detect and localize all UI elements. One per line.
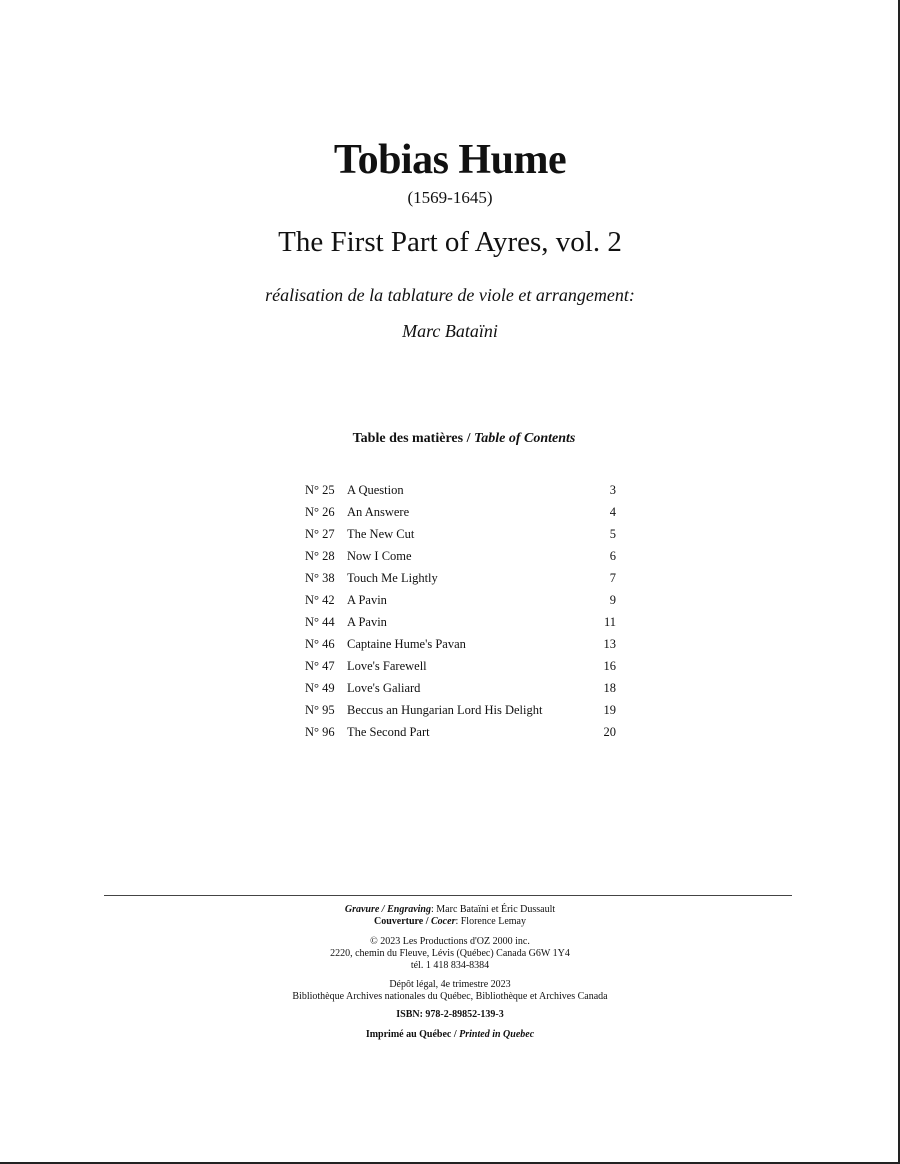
toc-entry [305,723,616,745]
toc-heading-fr: Table des matières / [352,431,474,446]
toc-entry-page: 7 [609,571,616,585]
colophon-phone: tél. 1 418 834-8384 [410,960,490,971]
toc-entry-number [305,679,335,697]
toc-entry-number-prefix: N° [305,615,320,629]
toc-entry-page: 3 [609,483,616,497]
toc-entry-number [305,657,335,675]
toc-entry [305,547,616,569]
toc-entry [305,657,616,679]
toc-entry-page: 4 [609,505,616,519]
toc-entry-number-value: 47 [322,659,335,673]
toc-entry-number-prefix: N° [305,637,320,651]
toc-entry-title: Now I Come [347,549,412,563]
toc-entry-title: Touch Me Lightly [347,571,438,585]
toc-entry-number-value: 95 [322,703,335,717]
toc-entry-number [305,547,335,565]
toc-entry-number [305,723,335,741]
toc-entry [305,635,616,657]
toc-entry-page: 16 [603,659,616,673]
toc-entry-number [305,613,335,631]
colophon-printed [0,1029,900,1041]
toc-entry-number-value: 28 [322,549,335,563]
toc-entry-title: Beccus an Hungarian Lord His Delight [347,703,543,717]
toc-entry [305,525,616,547]
toc-entry [305,679,616,701]
toc-entry-number [305,503,335,521]
toc-entry-number-prefix: N° [305,703,320,717]
toc-entry-title: An Answere [347,505,410,519]
toc-entry-number-prefix: N° [305,725,320,739]
toc-entry-number-value: 26 [322,505,335,519]
cover-label-en: Cocer [431,916,456,927]
colophon-copyright: © 2023 Les Productions d'OZ 2000 inc. [370,936,530,947]
toc-entry-number-value: 25 [322,483,335,497]
toc-entry-number-prefix: N° [305,593,320,607]
toc-entry-title: A Pavin [347,593,387,607]
colophon-libraries: Bibliothèque Archives nationales du Québec, Bibliothèque et Archives Canada [292,991,608,1002]
toc-entry-title: Love's Galiard [347,681,421,695]
printed-en: Printed in Quebec [459,1029,535,1040]
colophon-divider [104,895,792,896]
toc-entry-number [305,569,335,587]
toc-entry-number-value: 46 [322,637,335,651]
toc-entry-number-prefix: N° [305,527,320,541]
toc-entry-page: 5 [609,527,616,541]
toc-heading-en: Table of Contents [473,431,576,446]
toc-entry-number [305,635,335,653]
toc-entry-number [305,525,335,543]
toc-entry [305,569,616,591]
cover-label-fr: Couverture / [373,916,432,927]
toc-entry-number-value: 42 [322,593,335,607]
toc-entry-title: A Pavin [347,615,387,629]
cover-value: : Florence Lemay [455,916,526,927]
toc-entry-number-value: 44 [322,615,335,629]
engraving-value: : Marc Bataïni et Éric Dussault [431,904,556,915]
toc-entry [305,481,616,503]
toc-entry [305,503,616,525]
toc-entry-title: The New Cut [347,527,415,541]
printed-fr: Imprimé au Québec / [365,1029,460,1040]
colophon-isbn: ISBN: 978-2-89852-139-3 [396,1009,504,1020]
toc-entry-title: The Second Part [347,725,430,739]
toc-entry [305,591,616,613]
toc-entry-number-value: 38 [322,571,335,585]
toc-entry-number-prefix: N° [305,483,320,497]
toc-entry-title: A Question [347,483,404,497]
toc-entry [305,701,616,723]
colophon-cover [0,916,900,928]
toc-entry-number [305,701,335,719]
toc-entry-page: 11 [603,615,616,629]
colophon-engraving [0,904,900,916]
toc-entry-number-prefix: N° [305,549,320,563]
composer-name: Tobias Hume [333,137,567,183]
toc-heading [0,431,900,447]
toc-entry-number-prefix: N° [305,571,320,585]
toc-entry-page: 20 [603,725,616,739]
colophon-address: 2220, chemin du Fleuve, Lévis (Québec) Canada G6W 1Y4 [330,948,570,959]
toc-entry-number-prefix: N° [305,681,320,695]
toc-entry-page: 9 [609,593,616,607]
toc-entry-page: 6 [609,549,616,563]
toc-entry-number-value: 96 [322,725,335,739]
toc-entry-page: 19 [603,703,616,717]
toc-entry-page: 13 [603,637,616,651]
toc-entry-number-prefix: N° [305,659,320,673]
toc-entry-page: 18 [603,681,616,695]
colophon-legal-deposit: Dépôt légal, 4e trimestre 2023 [389,979,511,990]
engraving-label-fr: Gravure / [344,904,388,915]
toc-entry-number [305,591,335,609]
toc-entry [305,613,616,635]
arrangement-line: réalisation de la tablature de viole et arrangement: [265,285,635,305]
toc-entry-number-prefix: N° [305,505,320,519]
arranger-name: Marc Bataïni [402,321,498,341]
composer-dates: (1569-1645) [407,188,493,207]
table-of-contents [305,481,616,745]
engraving-label-en: Engraving [387,904,431,915]
toc-entry-number [305,481,335,499]
toc-entry-number-value: 49 [322,681,335,695]
toc-entry-number-value: 27 [322,527,335,541]
work-title: The First Part of Ayres, vol. 2 [278,226,622,258]
toc-entry-title: Captaine Hume's Pavan [347,637,466,651]
toc-entry-title: Love's Farewell [347,659,427,673]
